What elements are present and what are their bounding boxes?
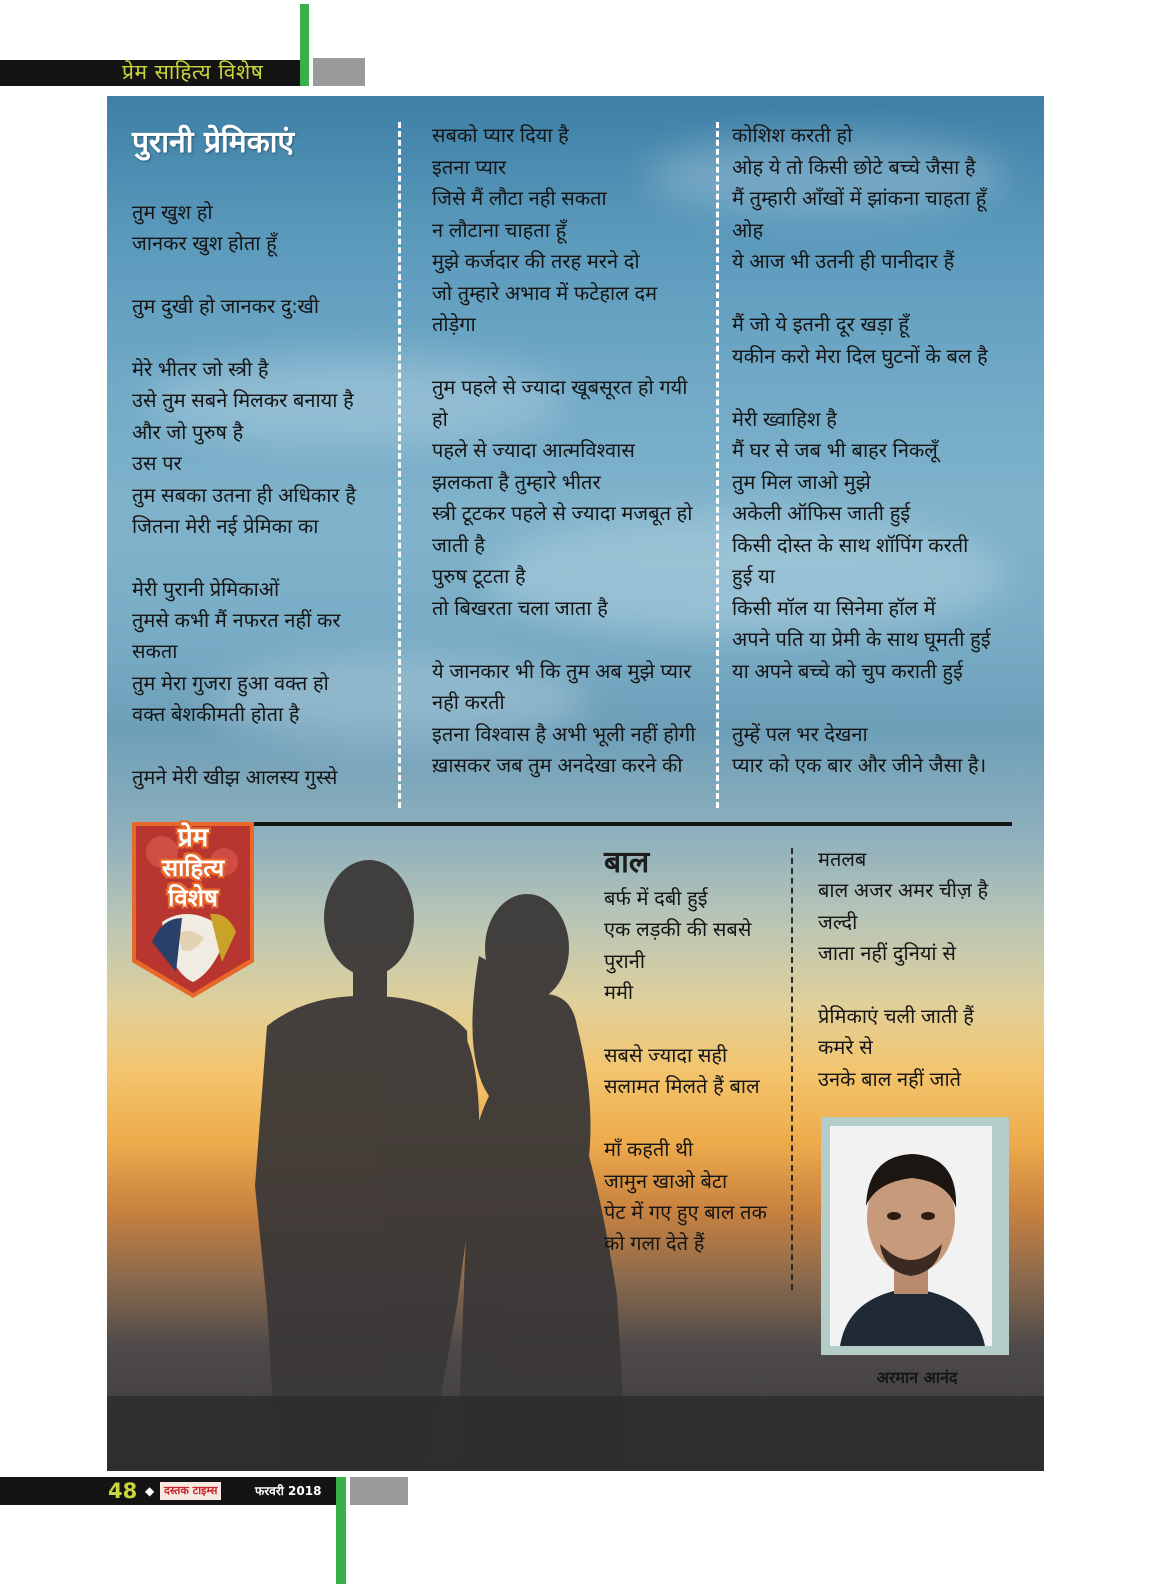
poem-line: कोशिश करती हो <box>732 123 853 147</box>
poem-line: जाता नहीं दुनियां से <box>818 941 956 966</box>
poem-line: ये जानकार भी कि तुम अब मुझे प्यार <box>432 658 692 683</box>
poem-line: उस पर <box>132 451 182 476</box>
poem-line: तो बिखरता चला जाता है <box>432 595 608 620</box>
column-divider <box>791 848 793 1290</box>
poem-line: प्यार को एक बार और जीने जैसा है। <box>732 753 987 777</box>
poem-line: तुम्हें पल भर देखना <box>732 721 868 746</box>
poem-line: जामुन खाओ बेटा <box>604 1168 728 1193</box>
section-divider <box>252 822 1012 826</box>
poem-line: सकता <box>132 639 178 664</box>
poem-line: प्रेमिकाएं चली जाती हैं <box>818 1003 974 1028</box>
poem1-column-1 <box>132 197 356 793</box>
author-portrait-icon <box>830 1126 992 1346</box>
poem-line: वक्त बेशकीमती होता है <box>132 702 300 727</box>
poem-line: पुरानी <box>604 948 645 973</box>
badge-line: विशेष <box>168 883 218 912</box>
poem-title: पुरानी प्रेमिकाएं <box>132 125 295 160</box>
poem-line: या अपने बच्चे को चुप कराती हुई <box>732 658 963 683</box>
author-photo <box>821 1117 1009 1355</box>
poem-line: मेरी पुरानी प्रेमिकाओं <box>132 576 280 601</box>
poem-line: झलकता है तुम्हारे भीतर <box>432 469 601 494</box>
poem-line: ओह ये तो किसी छोटे बच्चे जैसा है <box>732 154 976 179</box>
poem-line: न लौटाना चाहता हूँ <box>432 217 567 242</box>
poem1-column-2 <box>432 120 695 782</box>
poem-line: तुम खुश हो <box>132 200 213 224</box>
poem-line: ख़ासकर जब तुम अनदेखा करने की <box>432 753 683 777</box>
author-name: अरमान आनंद <box>876 1368 958 1387</box>
poem-line: तुम दुखी हो जानकर दु:खी <box>132 294 320 319</box>
poem-line: तुमसे कभी मैं नफरत नहीं कर <box>132 608 341 633</box>
poem-line: उनके बाल नहीं जाते <box>818 1066 962 1091</box>
poem-line: मुझे कर्जदार की तरह मरने दो <box>432 249 640 273</box>
poem2-column-1 <box>604 883 767 1260</box>
poem-line: तुमने मेरी खीझ आलस्य गुस्से <box>132 765 338 790</box>
poem-line: ओह <box>732 217 764 242</box>
gray-block-bottom <box>350 1477 408 1505</box>
poem-line: तुम मेरा गुजरा हुआ वक्त हो <box>132 670 329 695</box>
poem-line: मैं घर से जब भी बाहर निकलूँ <box>732 438 938 462</box>
poem-line: और जो पुरुष है <box>132 419 244 444</box>
column-divider <box>716 122 719 808</box>
poem-line: पुरुष टूटता है <box>432 564 526 588</box>
poem-line: तुम पहले से ज्यादा खूबसूरत हो गयी <box>432 375 688 399</box>
poem-line: मेरे भीतर जो स्त्री है <box>132 356 269 381</box>
page-number: 48 <box>108 1479 138 1503</box>
poem-line: मैं जो ये इतनी दूर खड़ा हूँ <box>732 312 910 336</box>
poem-line: माँ कहती थी <box>604 1137 694 1162</box>
poem-line: सबको प्यार दिया है <box>432 123 569 147</box>
poem-line: हो <box>432 406 448 431</box>
special-issue-badge <box>132 822 254 998</box>
magazine-logo: दस्तक टाइम्स <box>160 1482 221 1500</box>
section-header-title: प्रेम साहित्य विशेष <box>122 60 264 84</box>
poem-line: यकीन करो मेरा दिल घुटनों के बल है <box>732 343 988 368</box>
poem-line: जो तुम्हारे अभाव में फटेहाल दम <box>432 280 658 305</box>
poem-line: तुम सबका उतना ही अधिकार है <box>132 482 356 507</box>
poem-line: नही करती <box>432 690 505 714</box>
poem-line: स्त्री टूटकर पहले से ज्यादा मजबूत हो <box>432 501 693 525</box>
accent-bar-bottom <box>336 1477 346 1584</box>
poem-line: कमरे से <box>818 1035 873 1060</box>
poem-line: सबसे ज्यादा सही <box>604 1042 728 1067</box>
poem-line: सलामत मिलते हैं बाल <box>604 1074 760 1099</box>
badge-line: प्रेम <box>177 823 209 853</box>
poem-line: मतलब <box>818 847 867 871</box>
poem1-column-3 <box>732 120 991 782</box>
poem-line: तोड़ेगा <box>432 312 476 336</box>
poem-line: जानकर खुश होता हूँ <box>132 231 277 256</box>
poem-line: इतना विश्वास है अभी भूली नहीं होगी <box>432 721 696 746</box>
poem-line: पेट में गए हुए बाल तक <box>604 1199 767 1224</box>
gray-block-top <box>313 58 365 86</box>
poem-line: जल्दी <box>818 909 858 934</box>
poem-line: एक लड़की की सबसे <box>604 917 752 942</box>
poem-line: जाती है <box>432 532 485 557</box>
poem-line: को गला देते हैं <box>604 1231 705 1256</box>
poem-line: हुई या <box>732 564 775 588</box>
poem-line: तुम मिल जाओ मुझे <box>732 469 871 494</box>
poem-line: किसी दोस्त के साथ शॉपिंग करती <box>732 532 969 557</box>
poem-line: ये आज भी उतनी ही पानीदार हैं <box>732 249 955 273</box>
poem-line: उसे तुम सबने मिलकर बनाया है <box>132 388 354 413</box>
poem-line: जितना मेरी नई प्रेमिका का <box>132 513 319 538</box>
poem-line: किसी मॉल या सिनेमा हॉल में <box>732 595 936 620</box>
poem-line: जिसे मैं लौटा नही सकता <box>432 186 607 210</box>
poem-line: अपने पति या प्रेमी के साथ घूमती हुई <box>732 627 991 651</box>
poem-line: बर्फ में दबी हुई <box>604 886 708 910</box>
poem-line: मेरी ख्वाहिश है <box>732 406 837 431</box>
accent-bar-top <box>300 4 309 86</box>
badge-line: साहित्य <box>161 853 225 882</box>
issue-date: फरवरी 2018 <box>255 1484 322 1498</box>
poem-title: बाल <box>604 845 650 880</box>
poem-line: मैं तुम्हारी आँखों में झांकना चाहता हूँ <box>732 186 987 210</box>
poem-line: ममी <box>604 980 634 1005</box>
footer-bullet: ◆ <box>145 1484 155 1498</box>
poem-line: अकेली ऑफिस जाती हुई <box>732 501 911 525</box>
poem-panel <box>107 96 1044 1471</box>
poem-line: बाल अजर अमर चीज़ है <box>818 878 989 903</box>
column-divider <box>398 122 401 808</box>
poem-line: पहले से ज्यादा आत्मविश्वास <box>432 438 635 462</box>
poem-line: इतना प्यार <box>432 154 507 179</box>
poem2-column-2 <box>818 844 988 1095</box>
